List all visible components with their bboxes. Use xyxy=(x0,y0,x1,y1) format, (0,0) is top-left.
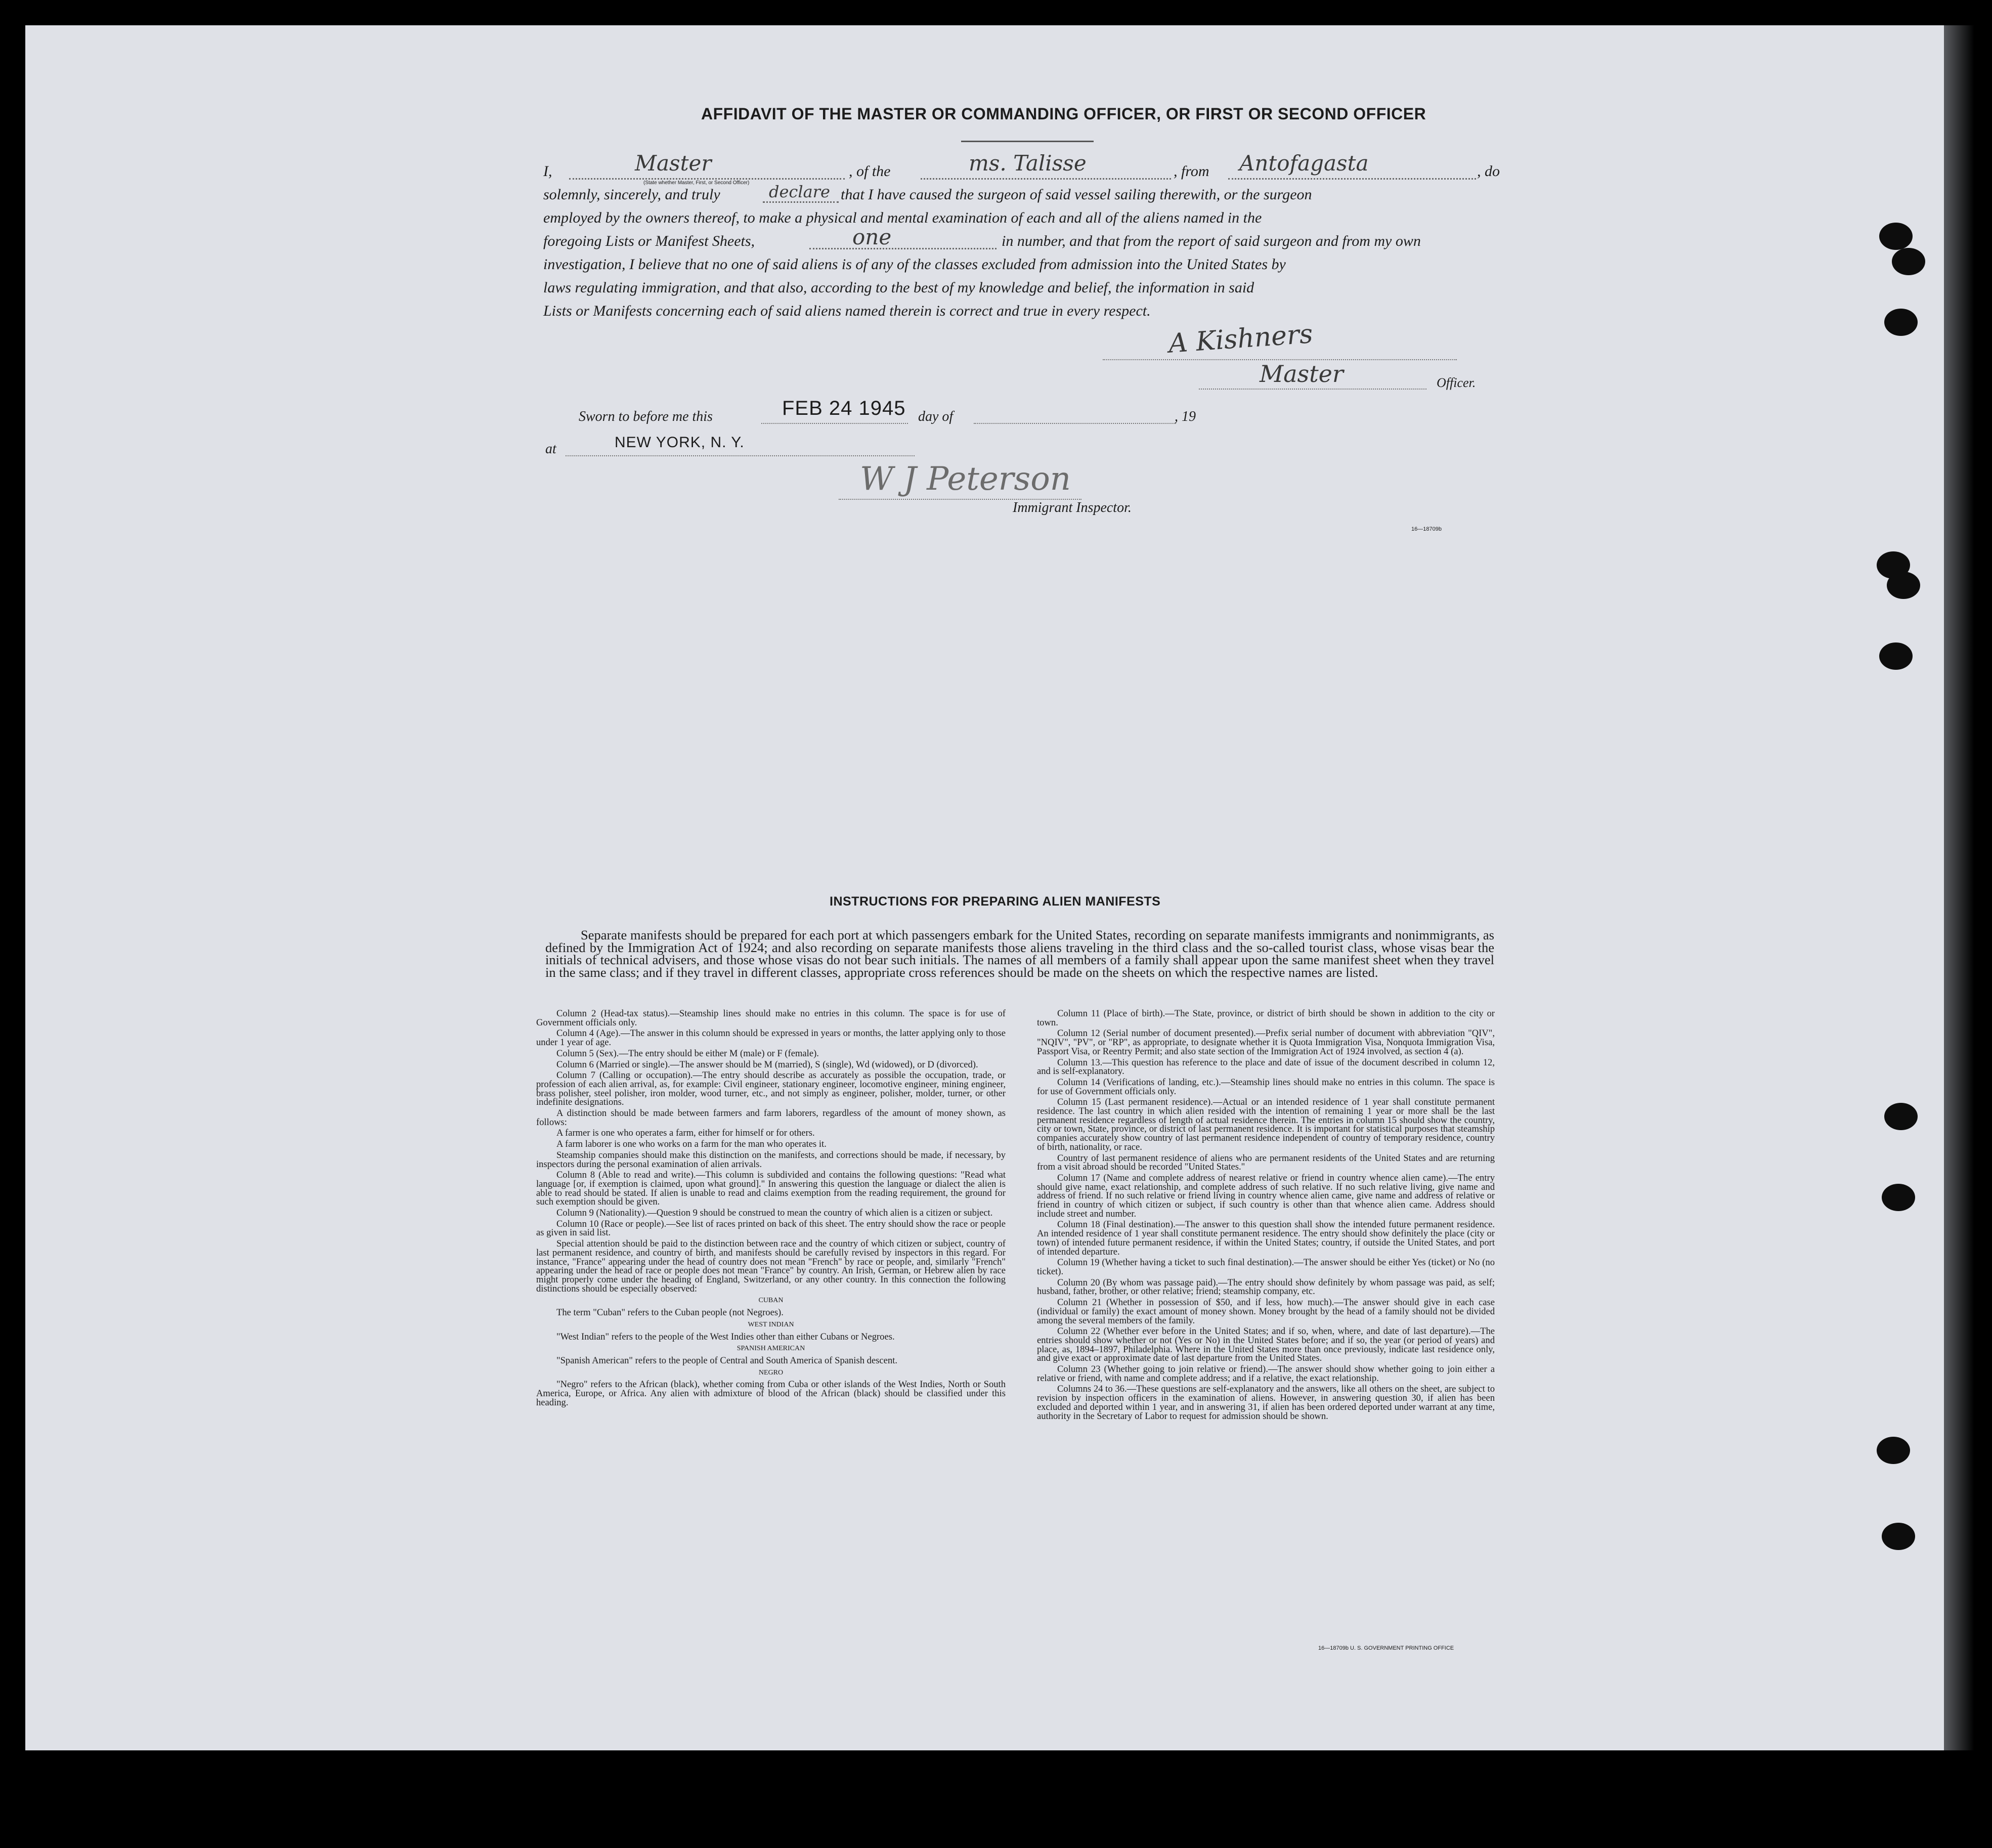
year-label: , 19 xyxy=(1175,409,1196,424)
signature-line-2 xyxy=(1199,389,1426,390)
instruction-paragraph: Column 19 (Whether having a ticket to such final destination).—The answer should be either Yes (ticket) or No (no ticket). xyxy=(1037,1257,1495,1277)
west-indian-heading: WEST INDIAN xyxy=(748,1320,794,1328)
punch-hole xyxy=(1892,248,1925,275)
instruction-paragraph: Column 13.—This question has reference to the place and date of issue of the document described in column 12, and is self-explanatory. xyxy=(1037,1057,1495,1077)
month-field-line xyxy=(974,423,1176,424)
count-handwriting: one xyxy=(852,225,892,249)
punch-hole xyxy=(1882,1523,1915,1550)
affidavit-line-5: investigation, I believe that no one of said aliens is of any of the classes excluded from admission into the United States by xyxy=(543,256,1286,273)
affidavit-line-7: Lists or Manifests concerning each of said aliens named therein is correct and true in every respect. xyxy=(543,303,1151,319)
sworn-date-line xyxy=(761,423,908,424)
instruction-paragraph: Column 11 (Place of birth).—The State, province, or district of birth should be shown in addition to the city or town. xyxy=(1037,1008,1495,1028)
instruction-paragraph: A distinction should be made between farmers and farm laborers, regardless of the amount of money shown, as follows: xyxy=(536,1108,1006,1128)
affidavit-line-4a: foregoing Lists or Manifest Sheets, xyxy=(543,233,755,249)
at-label: at xyxy=(545,441,556,457)
instruction-paragraph: Column 23 (Whether going to join relative or friend).—The answer should show whether going to join either a relative or friend, with name and complete address; and if a relative, the exact relationship. xyxy=(1037,1364,1495,1384)
count-field-line xyxy=(809,248,997,249)
document-page xyxy=(25,25,1944,1750)
place-field-line xyxy=(566,455,915,456)
vessel-handwriting: ms. Talisse xyxy=(969,151,1087,176)
instructions-right-column xyxy=(1037,1009,1495,1423)
instruction-paragraph: Column 14 (Verifications of landing, etc.).—Steamship lines should make no entries in this column. The space is for use of Government officials only. xyxy=(1037,1077,1495,1097)
instruction-paragraph: Column 6 (Married or single).—The answer should be M (married), S (single), Wd (widowed), or D (divorced). xyxy=(556,1059,978,1070)
text-from: , from xyxy=(1174,163,1209,180)
cuban-definition: The term "Cuban" refers to the Cuban people (not Negroes). xyxy=(556,1307,784,1318)
rank-caption: (State whether Master, First, or Second Officer) xyxy=(643,180,750,186)
instruction-paragraph: Columns 24 to 36.—These questions are self-explanatory and the answers, like all others on the sheet, are subject to revision by inspection officers in the examination of aliens. However, in answering question 30, if alien has been excluded and deported within 1 year, and in answering 31, if alien has been ordered deported under warrant at any time, authority in the Secretary of Labor to request for admission should be shown. xyxy=(1037,1384,1495,1422)
instruction-paragraph: Column 12 (Serial number of document presented).—Prefix serial number of document with abbreviation "QIV", "NQIV", "PV", or "RP", as appropriate, to designate whether it is Quota Immigration Visa, Nonquota Immigration Visa, Passport Visa, or Reentry Permit; and also state section of the Immigration Act of 1924 involved, as section 4 (a). xyxy=(1037,1028,1495,1057)
negro-definition: "Negro" refers to the African (black), whether coming from Cuba or other islands of the West Indies, North or South America, Europe, or Africa. Any alien with admixture of blood of the African (black) should be classified under this heading. xyxy=(536,1379,1006,1408)
spanish-american-heading: SPANISH AMERICAN xyxy=(737,1345,805,1353)
affidavit-line-6: laws regulating immigration, and that also, according to the best of my knowledge and belief, the information in said xyxy=(543,279,1254,296)
affidavit-line-2b: that I have caused the surgeon of said vessel sailing therewith, or the surgeon xyxy=(841,186,1312,203)
title-rule xyxy=(961,141,1094,142)
punch-hole xyxy=(1879,223,1913,250)
master-signature: A Kishners xyxy=(1167,319,1314,359)
instruction-paragraph: Column 15 (Last permanent residence).—Actual or an intended residence of 1 year shall constitute permanent residence. The last country in which alien resided with the intention of remaining 1 year or more shall be the last permanent residence regardless of length of actual residence therein. The entries in column 15 should show the country, city or town, State, province, or district of last permanent residence. It is important for statistical purposes that steamship companies accurately show country of last permanent residence independent of country of temporary residence, country of birth, nationality, or race. xyxy=(1037,1097,1495,1152)
verb-handwriting: declare xyxy=(769,182,830,201)
affidavit-line-4b: in number, and that from the report of said surgeon and from my own xyxy=(1002,233,1421,249)
instruction-paragraph: Column 8 (Able to read and write).—This column is subdivided and contains the following questions: "Read what language [or, if exemption is claimed, upon what ground]." In answering this question the language or dialect the alien is able to read should be stated. If alien is unable to read and claims exemption from the reading requirement, the ground for such exemption should be given. xyxy=(536,1170,1006,1208)
sworn-label: Sworn to before me this xyxy=(579,409,713,424)
inspector-signature: W J Peterson xyxy=(860,460,1071,498)
instruction-paragraph: Column 4 (Age).—The answer in this column should be expressed in years or months, the latter applying only to those under 1 year of age. xyxy=(536,1028,1006,1048)
affidavit-line-1 xyxy=(543,163,552,180)
instruction-paragraph: Steamship companies should make this distinction on the manifests, and corrections should be made, if necessary, by inspectors during the personal examination of alien arrivals. xyxy=(536,1149,1006,1170)
instruction-paragraph: Column 7 (Calling or occupation).—The entry should describe as accurately as possible the occupation, trade, or profession of each alien arrival, as, for example: Civil engineer, stationary engineer, locomotive engineer, mining engineer, brass polisher, steel polisher, iron molder, wood turner, etc., and not simply as engineer, polisher, molder, turner, or other indefinite designations. xyxy=(536,1070,1006,1108)
master-title-handwriting: Master xyxy=(1260,360,1344,388)
instruction-paragraph: Special attention should be paid to the distinction between race and the country of which citizen or subject, country of last permanent residence, and country of birth, and manifests should be carefully revised by inspectors in this regard. For instance, "France" appearing under the head of country does not mean "French" by race or people, and, similarly "French" appearing under the head of race or people does not mean "France" by country. An Irish, German, or Hebrew alien by race might properly come under the heading of England, Switzerland, or any other country. In this connection the following distinctions should be especially observed: xyxy=(536,1238,1006,1294)
instructions-intro: Separate manifests should be prepared for each port at which passengers embark for the United States, recording on separate manifests immigrants and nonimmigrants, as defined by the Immigration Act of 1924; and also recording on separate manifests those aliens traveling in the third class and the so-called tourist class, whose visas bear the initials of technical advisers, and those whose visas do not bear such initials. The names of all members of a family shall appear upon the same manifest sheet when they travel in the same class; and if they travel in different classes, appropriate cross references should be made on the sheets on which the respective names are listed. xyxy=(545,927,1494,980)
instruction-paragraph: Column 2 (Head-tax status).—Steamship lines should make no entries in this column. The space is for use of Government officials only. xyxy=(536,1008,1006,1028)
cuban-heading: CUBAN xyxy=(758,1297,784,1305)
instruction-paragraph: Column 17 (Name and complete address of nearest relative or friend in country whence alien came).—The entry should give name, exact relationship, and complete address of such relative. If no such relative living, give name and address of friend. If no such relative or friend living in country whence alien came, give name and address of relative or friend in country of which citizen or subject, if such country is other than that whence alien came. Address should include street and number. xyxy=(1037,1172,1495,1219)
instruction-paragraph: A farmer is one who operates a farm, either for himself or for others. xyxy=(556,1128,815,1139)
text-i: I, xyxy=(543,163,552,180)
affidavit-line-3: employed by the owners thereof, to make a physical and mental examination of each and all of the aliens named in the xyxy=(543,209,1262,226)
affidavit-line-2a: solemnly, sincerely, and truly xyxy=(543,186,720,203)
text-of-the: , of the xyxy=(849,163,891,180)
punch-hole xyxy=(1882,1184,1915,1211)
spanish-american-definition: "Spanish American" refers to the people of Central and South America of Spanish descent. xyxy=(556,1355,898,1366)
instruction-paragraph: Column 20 (By whom was passage paid).—The entry should show definitely by whom passage was paid, as self; husband, father, brother, or other relative; friend; steamship company, etc. xyxy=(1037,1277,1495,1297)
port-field-line xyxy=(1228,178,1476,180)
rank-handwriting: Master xyxy=(635,151,712,176)
rank-field-line xyxy=(569,178,845,180)
instruction-paragraph: Column 9 (Nationality).—Question 9 should be construed to mean the country of which alien is a citizen or subject. xyxy=(556,1208,993,1219)
text-do: , do xyxy=(1477,163,1500,180)
punch-hole xyxy=(1879,642,1913,670)
form-code: 16—18709b xyxy=(1411,526,1442,532)
negro-heading: NEGRO xyxy=(758,1368,784,1377)
affidavit-title: AFFIDAVIT OF THE MASTER OR COMMANDING OFFICER, OR FIRST OR SECOND OFFICER xyxy=(701,105,1426,123)
punch-hole xyxy=(1887,572,1920,599)
punch-hole xyxy=(1877,1437,1910,1464)
vessel-field-line xyxy=(921,178,1171,180)
day-of-label: day of xyxy=(918,409,954,424)
page-shadow xyxy=(1944,25,1974,1750)
punch-hole xyxy=(1884,309,1918,336)
place-stamp: NEW YORK, N. Y. xyxy=(615,434,745,451)
west-indian-definition: "West Indian" refers to the people of the West Indies other than either Cubans or Negroes. xyxy=(556,1331,895,1342)
instruction-paragraph: Country of last permanent residence of aliens who are permanent residents of the United States and are returning from a visit abroad should be recorded "United States." xyxy=(1037,1152,1495,1173)
instructions-left-column xyxy=(536,1009,1006,1409)
verb-field-line xyxy=(763,201,839,203)
port-handwriting: Antofagasta xyxy=(1239,151,1369,176)
instructions-title: INSTRUCTIONS FOR PREPARING ALIEN MANIFESTS xyxy=(830,894,1161,909)
instruction-paragraph: Column 5 (Sex).—The entry should be either M (male) or F (female). xyxy=(556,1048,819,1059)
officer-label: Officer. xyxy=(1437,375,1476,390)
sworn-date-stamp: FEB 24 1945 xyxy=(782,397,906,419)
instruction-paragraph: Column 18 (Final destination).—The answer to this question shall show the intended future permanent residence. An intended residence of 1 year shall constitute permanent residence. The entry should show definitely the place (city or town) of intended future permanent residence, if within the United States; country, if outside the United States, and port of intended departure. xyxy=(1037,1219,1495,1257)
instruction-paragraph: Column 21 (Whether in possession of $50, and if less, how much).—The answer should give in each case (individual or family) the exact amount of money shown. Money brought by the head of a family should not be divided among the several members of the family. xyxy=(1037,1297,1495,1326)
instruction-paragraph: Column 22 (Whether ever before in the United States; and if so, when, where, and date of last departure).—The entries should show whether or not (Yes or No) in the United States before; and if so, the year (or period of years) and place, as, 1894–1897, Philadelphia. Where in the United States more than once previously, indicate last residence only, and give exact or approximate date of last departure from the United States. xyxy=(1037,1326,1495,1364)
instruction-paragraph: Column 10 (Race or people).—See list of races printed on back of this sheet. The entry should show the race or people as given in said list. xyxy=(536,1218,1006,1238)
printing-office-footer: 16—18709b U. S. GOVERNMENT PRINTING OFFICE xyxy=(1318,1645,1454,1651)
punch-hole xyxy=(1884,1103,1918,1130)
inspector-label: Immigrant Inspector. xyxy=(1013,500,1132,515)
instruction-paragraph: A farm laborer is one who works on a farm for the man who operates it. xyxy=(556,1139,827,1150)
